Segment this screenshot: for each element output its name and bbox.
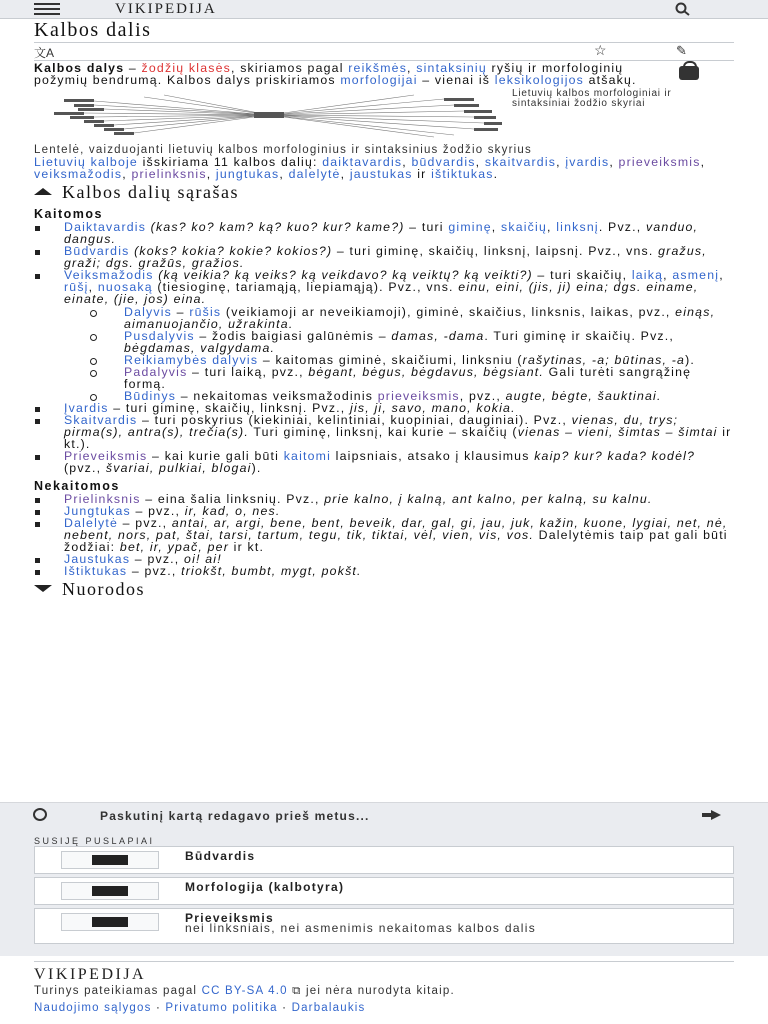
list-item: Veiksmažodis (ką veikia? ką veiks? ką veikdavo? ką veiktų? ką veikti?) – turi skaičių, laiką, asmenį, rūšį, nuosaką (tiesioginę, tariamąją, liepiamąją). Pvz., vns. einu, eini, (jis, ji) eina; dgs. einame, einate, (jie, jos) eina. Dalyvis – rūšis (veikiamoji ar neveikiamoji), giminė, skaičius, linksnis, laikas, pvz., einąs, aimanuojančio, užrakinta. Pusdalyvis – žodis baigiasi galūnėmis – damas, -dama. Turi giminę ir skaičių. Pvz., bėgdamas, valgydama. Reikiamybės dalyvis – kaitomas giminė, skaičiumi, linksniu (rašytinas, -a; būtinas, -a). Padalyvis – turi laiką, pvz., bėgant, bėgus, bėgdavus, bėgsiant. Gali turėti sangrąžinę formą. Būdinys – nekaitomas veiksmažodinis prieveiksmis, pvz., augte, bėgte, šauktinai. xyxy=(34,269,734,402)
chevron-down-icon xyxy=(34,585,52,592)
item-text: Gali turėti sangrąžinę formą. xyxy=(124,365,692,391)
example-text: gražus, graži; dgs. gražūs, gražios. xyxy=(64,244,707,270)
subheading-kaitomos: Kaitomos xyxy=(34,207,103,221)
example-text: damas, -dama xyxy=(391,329,485,343)
intro-text: – xyxy=(124,61,142,75)
link-istiktukas[interactable]: ištiktukas xyxy=(431,167,494,181)
watch-star-icon[interactable]: ☆ xyxy=(594,42,607,58)
item-text: . Turi giminę ir skaičių. Pvz., xyxy=(484,329,675,343)
link-prieveiksmis[interactable]: prieveiksmis xyxy=(618,155,701,169)
link-nuosaka[interactable]: nuosaką xyxy=(97,280,153,294)
link-prielinksnis[interactable]: Prielinksnis xyxy=(64,492,141,506)
example-text: bet, ir, ypač, per xyxy=(119,540,230,554)
link-reikiamybes-dalyvis[interactable]: Reikiamybės dalyvis xyxy=(124,353,259,367)
item-text: Dalelytėmis taip pat gali būti žodžiai: xyxy=(64,528,728,554)
lead-text: išskiriama 11 kalbos dalių: xyxy=(137,155,323,169)
page-title: Kalbos dalis xyxy=(34,19,152,41)
list-nekaitomos xyxy=(34,493,734,577)
item-text: ir kt. xyxy=(229,540,265,554)
item-text: – turi laiką, pvz., xyxy=(187,365,309,379)
related-title: Būdvardis xyxy=(185,849,256,863)
related-description: nei linksniais, nei asmenimis nekaitomas kalbos dalis xyxy=(185,921,537,935)
intro-bold-term: Kalbos dalys xyxy=(34,61,125,75)
link-prieveiksmis[interactable]: Prieveiksmis xyxy=(64,449,148,463)
search-icon[interactable] xyxy=(672,2,694,16)
example-text: ir, kad, o, nes. xyxy=(184,504,281,518)
example-text: triokšt, bumbt, mygt, pokšt. xyxy=(181,564,362,578)
thumbnail-image-icon xyxy=(61,882,159,900)
related-pages xyxy=(0,826,768,956)
item-text: – turi skaičių, xyxy=(532,268,632,282)
item-text: – turi xyxy=(404,220,449,234)
edit-pencil-icon[interactable]: ✎ xyxy=(676,43,687,58)
link-jaustukas[interactable]: jaustukas xyxy=(349,167,413,181)
example-text: einąs, aimanuojančio, užrakinta. xyxy=(124,305,716,331)
link-daiktavardis[interactable]: Daiktavardis xyxy=(64,220,147,234)
item-text: – turi giminę, skaičių, linksnį, laipsnį. Pvz., vns. xyxy=(332,244,659,258)
link-privacy[interactable]: Privatumo politika xyxy=(165,1002,278,1014)
list-kaitomos xyxy=(34,221,734,474)
item-text: , pvz., xyxy=(459,389,506,403)
item-text: – nekaitomas veiksmažodinis xyxy=(176,389,378,403)
external-link-icon: ⧉ xyxy=(287,985,302,997)
hamburger-icon[interactable] xyxy=(34,3,60,15)
related-card[interactable] xyxy=(34,846,734,874)
license-post: jei nėra nurodyta kitaip. xyxy=(301,985,455,997)
link-prieveiksmis[interactable]: prieveiksmis xyxy=(377,389,460,403)
footer-divider xyxy=(34,961,734,962)
link-dalelyte[interactable]: dalelytė xyxy=(288,167,341,181)
link-reiksmes[interactable]: reikšmės xyxy=(348,61,408,75)
link-rusi[interactable]: rūšį xyxy=(64,280,89,294)
related-label: SUSIJĘ PUSLAPIAI xyxy=(34,836,155,846)
thumbnail-image-icon xyxy=(61,851,159,869)
link-daiktavardis[interactable]: daiktavardis xyxy=(322,155,403,169)
related-title: Morfologija (kalbotyra) xyxy=(185,880,345,894)
example-text: jis, ji, savo, mano, kokia. xyxy=(350,401,516,415)
link-laika[interactable]: laiką xyxy=(631,268,664,282)
link-dalelyte[interactable]: Dalelytė xyxy=(64,516,119,530)
list-item xyxy=(64,306,734,330)
section-header-list[interactable] xyxy=(34,182,734,202)
item-text: – turi giminę, skaičių, linksnį. Pvz., xyxy=(108,401,351,415)
example-text: bėgdamas, valgydama. xyxy=(124,341,276,355)
intro-text: , skiriamos pagal xyxy=(230,61,349,75)
link-kaitomi[interactable]: kaitomi xyxy=(283,449,332,463)
item-text: – pvz., xyxy=(127,564,182,578)
intro-text: – vienai iš xyxy=(417,73,495,87)
table-caption: Lentelė, vaizduojanti lietuvių kalbos morfologinius ir sintaksinius žodžio skyrius xyxy=(34,144,532,156)
page-actions xyxy=(34,44,734,60)
example-text: vanduo, dangus. xyxy=(64,220,699,246)
license-pre: Turinys pateikiamas pagal xyxy=(34,985,202,997)
link-skaiciu[interactable]: skaičių xyxy=(501,220,548,234)
item-text: (pvz., xyxy=(64,461,106,475)
item-text: – eina šalia linksnių. Pvz., xyxy=(140,492,325,506)
example-text: vienas, du, trys; pirma(s), antra(s), trečia(s). xyxy=(64,413,679,439)
link-rusis[interactable]: rūšis xyxy=(189,305,222,319)
intro-text: atšakų. xyxy=(584,73,637,87)
item-text: (veikiamoji ar neveikiamoji), giminė, skaičius, linksnis, laikas, pvz., xyxy=(221,305,676,319)
item-text: (tiesioginę, tariamąją, liepiamąją). Pvz., vns. xyxy=(152,280,459,294)
link-skaitvardis[interactable]: Skaitvardis xyxy=(64,413,138,427)
link-jungtukas[interactable]: Jungtukas xyxy=(64,504,131,518)
footer xyxy=(0,956,768,1024)
item-text: – žodis baigiasi galūnėmis – xyxy=(194,329,392,343)
example-text: antai, ar, argi, bene, bent, beveik, dar, gal, gi, jau, juk, kažin, kuone, lygiai, net, nė, nebent, nors, pat, štai, tarsi, tartum, tegu, tik, tiktai, vėl, vien, vis, vos. xyxy=(64,516,728,542)
example-text: augte, bėgte, šauktinai. xyxy=(505,389,662,403)
link-jungtukas[interactable]: jungtukas xyxy=(215,167,280,181)
arrow-right-icon-head xyxy=(711,810,721,820)
question-text: (kas? ko? kam? ką? kuo? kur? kame?) xyxy=(146,220,405,234)
site-logo[interactable]: VIKIPEDIJA xyxy=(115,1,217,17)
list-item xyxy=(34,517,734,553)
example-text: rašytinas, -a; būtinas, -a xyxy=(522,353,686,367)
link-skaitvardis[interactable]: skaitvardis xyxy=(484,155,557,169)
list-item xyxy=(64,330,734,354)
list-item xyxy=(34,414,734,450)
link-budvardis[interactable]: būdvardis xyxy=(411,155,476,169)
link-terms[interactable]: Naudojimo sąlygos xyxy=(34,1002,152,1014)
link-padalyvis[interactable]: Padalyvis xyxy=(124,365,188,379)
list-item xyxy=(64,366,734,390)
link-lietuviu-kalboje[interactable]: Lietuvių kalboje xyxy=(34,155,138,169)
list-item xyxy=(34,245,734,269)
intro-paragraph xyxy=(34,62,664,86)
link-veiksmazodis[interactable]: veiksmažodis xyxy=(34,167,123,181)
link-budvardis[interactable]: Būdvardis xyxy=(64,244,130,258)
link-ivardis[interactable]: įvardis xyxy=(565,155,610,169)
subheading-nekaitomos: Nekaitomos xyxy=(34,479,120,493)
section-header-nuorodos[interactable] xyxy=(34,579,734,599)
title-divider xyxy=(34,42,734,43)
example-text: švariai, pulkiai, blogai xyxy=(105,461,252,475)
item-text: laipsniais, atsako į klausimus xyxy=(331,449,535,463)
link-sintaksiniu[interactable]: sintaksinių xyxy=(416,61,487,75)
link-linksni[interactable]: linksnį xyxy=(556,220,599,234)
link-asmeni[interactable]: asmenį xyxy=(672,268,720,282)
related-title: Prieveiksmis xyxy=(185,911,274,925)
item-text: ). xyxy=(685,353,696,367)
item-text: – xyxy=(172,305,190,319)
link-zodziu-klases[interactable]: žodžių klasės xyxy=(141,61,231,75)
item-text: ir kt.). xyxy=(64,425,732,451)
example-text: einu, eini, (jis, ji) eina; dgs. einame, einate, (jie, jos) eina. xyxy=(64,280,699,306)
example-text: vienas – vieni, šimtas – šimtai xyxy=(517,425,718,439)
item-text: ). xyxy=(251,461,262,475)
footer-links xyxy=(34,1003,724,1014)
item-text: – pvz., xyxy=(130,504,185,518)
link-istiktukas[interactable]: Ištiktukas xyxy=(64,564,128,578)
related-card[interactable] xyxy=(34,908,734,944)
link-leksikologijos[interactable]: leksikologijos xyxy=(494,73,585,87)
link-veiksmazodis[interactable]: Veiksmažodis xyxy=(64,268,154,282)
lead-paragraph: Lietuvių kalboje išskiriama 11 kalbos dalių: daiktavardis, būdvardis, skaitvardis, įvardis, prieveiksmis, veiksmažodis, prielinksnis, jungtukas, dalelytė, jaustukas ir ištiktukas. xyxy=(34,155,706,181)
example-text: oi! ai! xyxy=(184,552,222,566)
link-prielinksnis[interactable]: prielinksnis xyxy=(131,167,207,181)
example-text: prie kalno, į kalną, ant kalno, per kalną, su kalnu. xyxy=(324,492,653,506)
figure xyxy=(34,89,734,145)
morphology-tree-diagram[interactable] xyxy=(34,91,504,141)
list-item: Daiktavardis (kas? ko? kam? ką? kuo? kur? kame?) – turi giminę, skaičių, linksnį. Pvz., vanduo, dangus. xyxy=(34,221,734,245)
list-item xyxy=(34,565,734,577)
item-text: – pvz., xyxy=(130,552,185,566)
separator: · xyxy=(151,1002,166,1014)
link-pusdalyvis[interactable]: Pusdalyvis xyxy=(124,329,195,343)
link-dalyvis[interactable]: Dalyvis xyxy=(124,305,173,319)
example-text: kaip? kur? kada? kodėl? xyxy=(534,449,696,463)
item-text: – kaitomas giminė, skaičiumi, linksniu ( xyxy=(258,353,523,367)
link-gimine[interactable]: giminę xyxy=(448,220,492,234)
link-jaustukas[interactable]: Jaustukas xyxy=(64,552,131,566)
footer-logo: VIKIPEDIJA xyxy=(34,966,147,983)
item-text: – turi poskyrius (kiekiniai, kelintiniai, kuopiniai, dauginiai). Pvz., xyxy=(137,413,572,427)
clock-icon xyxy=(33,808,47,821)
link-budinys[interactable]: Būdinys xyxy=(124,389,177,403)
article-content xyxy=(34,62,734,599)
figure-caption: Lietuvių kalbos morfologiniai ir sintaksiniai žodžio skyriai xyxy=(512,88,672,109)
related-card[interactable] xyxy=(34,877,734,905)
section-title: Nuorodos xyxy=(62,579,145,599)
link-morfologijai[interactable]: morfologijai xyxy=(340,73,418,87)
item-text: – kai kurie gali būti xyxy=(147,449,284,463)
link-ivardis[interactable]: Įvardis xyxy=(64,401,109,415)
question-text: (ką veikia? ką veiks? ką veikdavo? ką veiktų? ką veikti?) xyxy=(153,268,533,282)
license-text xyxy=(34,986,724,997)
item-text: – pvz., xyxy=(118,516,172,530)
chevron-up-icon xyxy=(34,188,52,195)
link-desktop[interactable]: Darbalaukis xyxy=(291,1002,366,1014)
license-link[interactable]: CC BY-SA 4.0 xyxy=(201,985,288,997)
last-modified-bar[interactable] xyxy=(0,802,768,827)
thumbnail-image-icon xyxy=(61,913,159,931)
section-title: Kalbos dalių sąrašas xyxy=(62,182,239,202)
item-text: . Pvz., xyxy=(598,220,647,234)
list-item xyxy=(34,450,734,474)
header-bar xyxy=(0,0,768,19)
last-modified-text: Paskutinį kartą redagavo prieš metus... xyxy=(100,809,370,823)
separator: · xyxy=(277,1002,292,1014)
question-text: (koks? kokia? kokie? kokios?) xyxy=(129,244,333,258)
language-icon[interactable]: 文A xyxy=(34,46,55,60)
item-text: Turi giminę, linksnį, kai kurie – skaičių ( xyxy=(248,425,518,439)
intro-text: ryšių ir morfologinių požymių bendrumą. Kalbos dalys priskiriamos xyxy=(34,61,624,87)
example-text: bėgant, bėgus, bėgdavus, bėgsiant. xyxy=(308,365,544,379)
sublist-verb-forms xyxy=(64,306,734,402)
intro-text: , xyxy=(407,61,417,75)
